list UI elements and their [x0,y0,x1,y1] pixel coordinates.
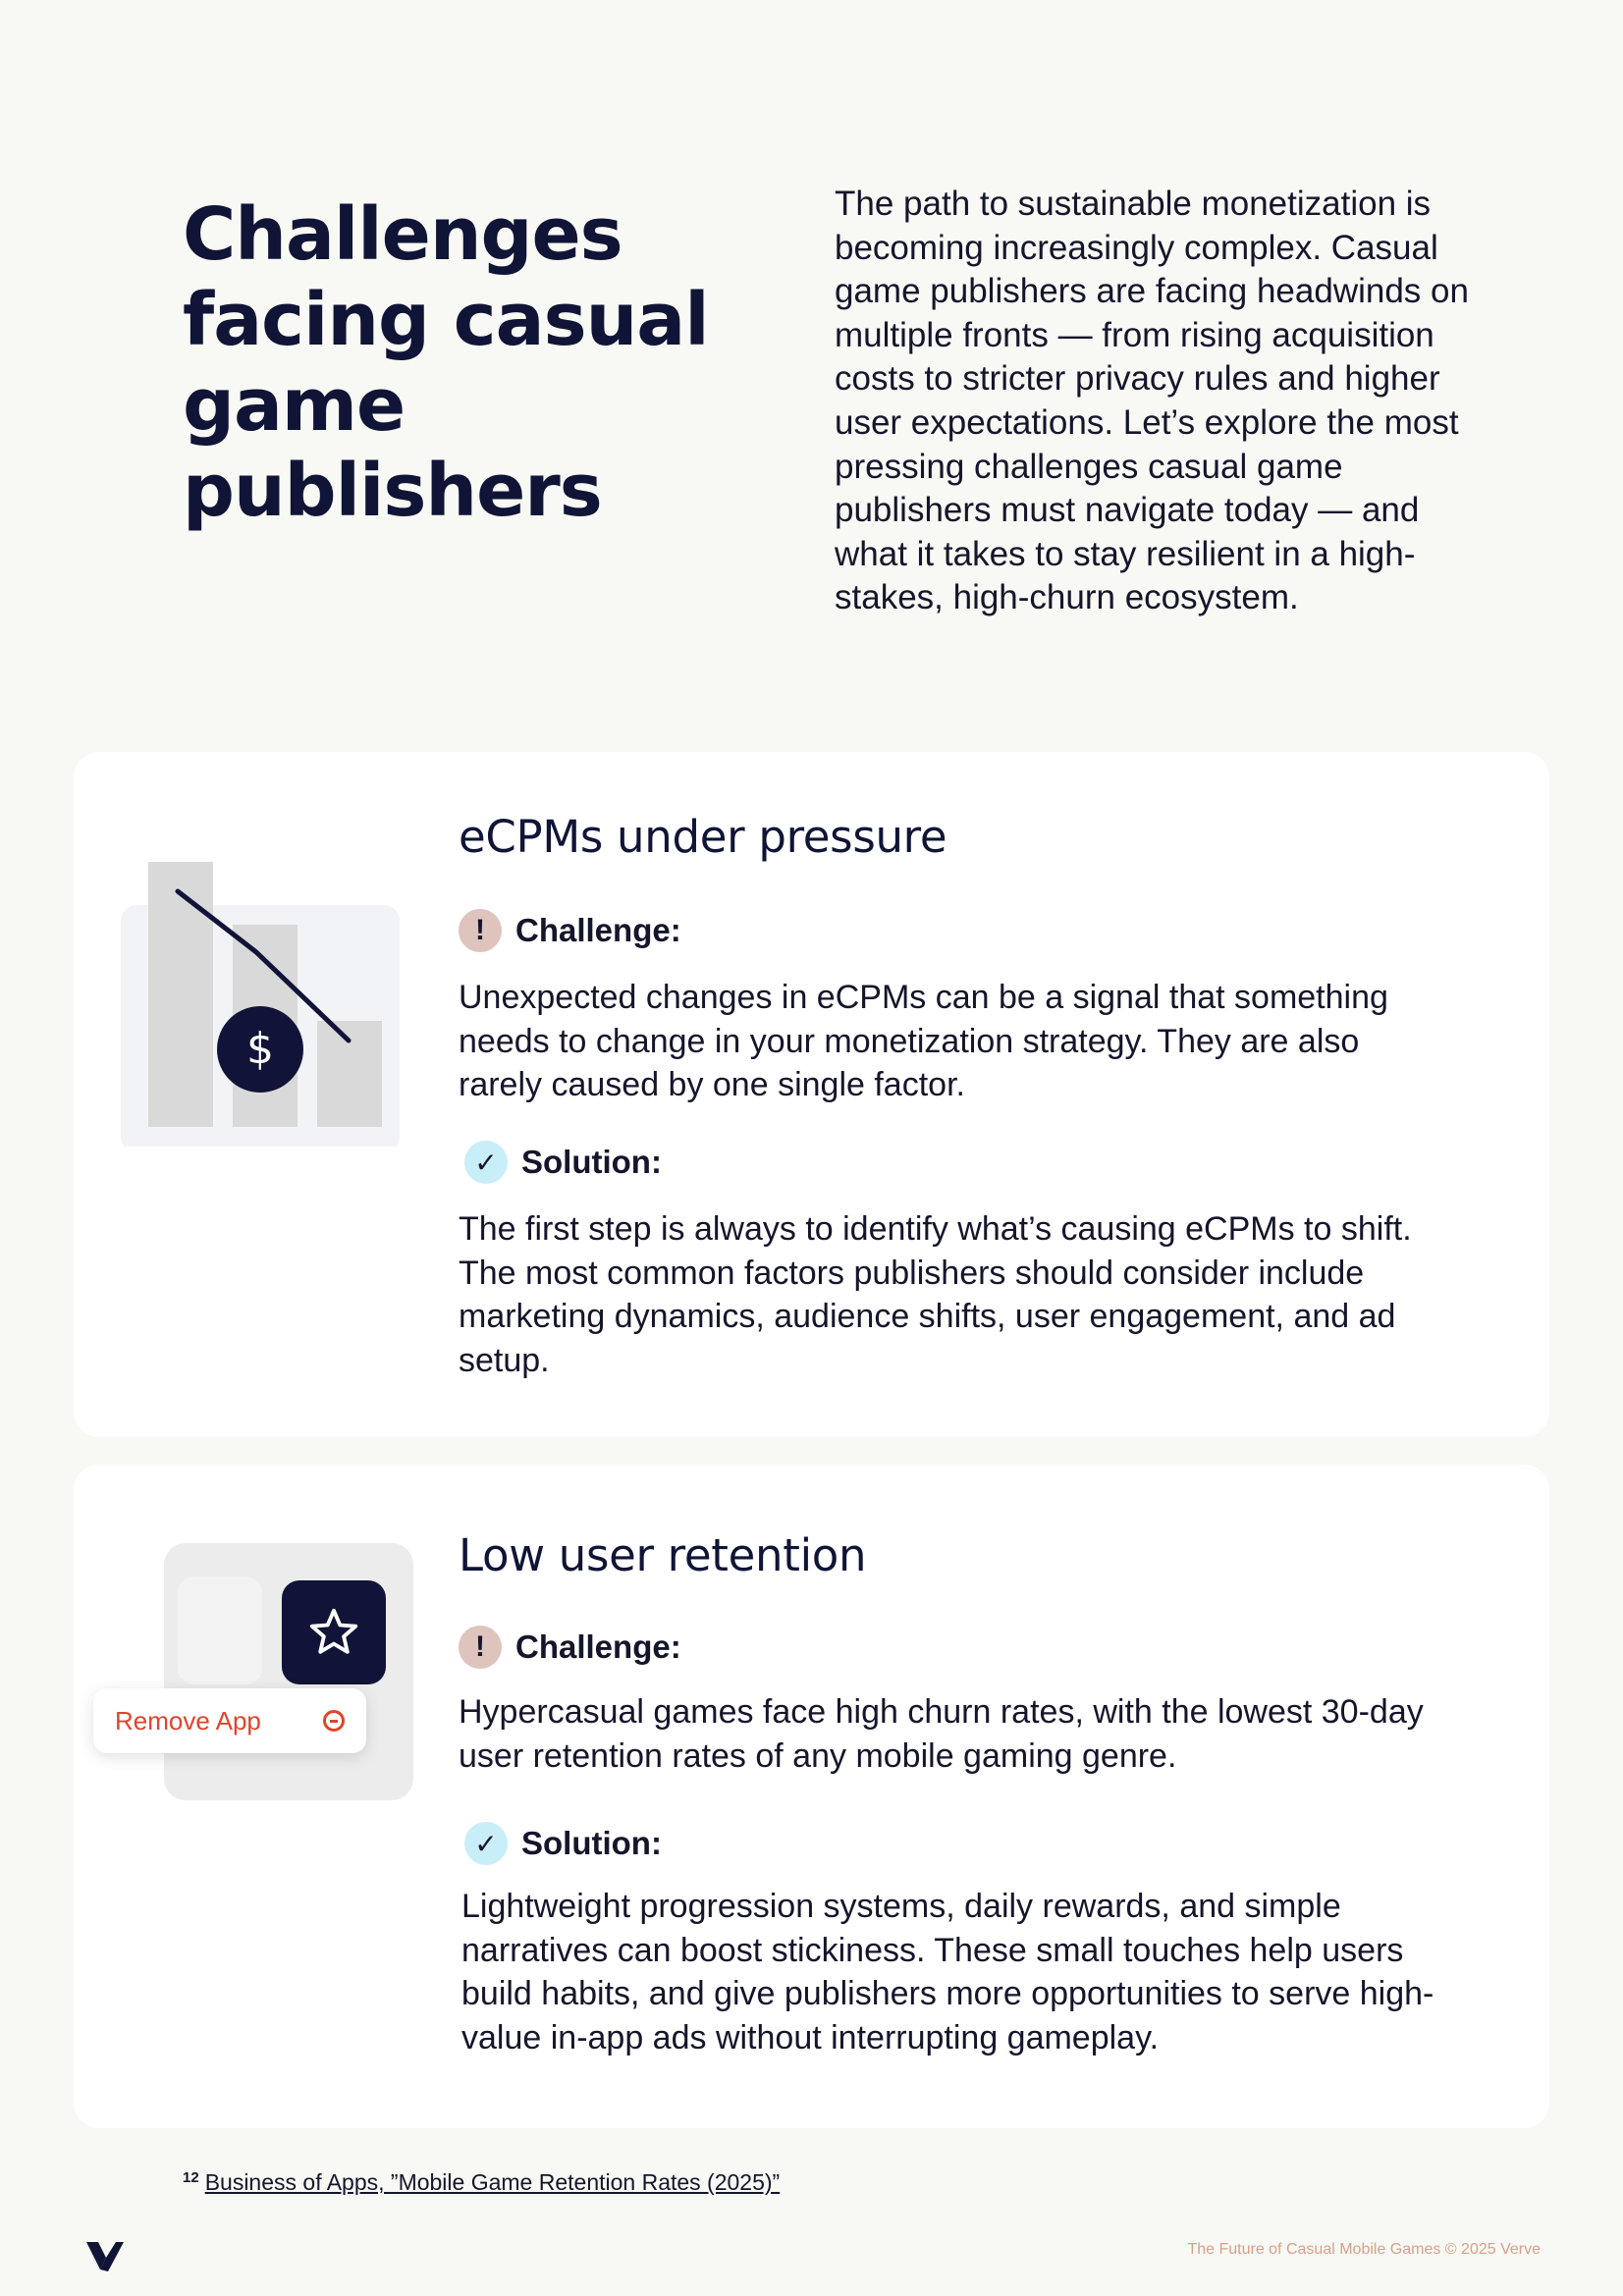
warning-icon: ! [459,909,502,952]
card-title-ecpm: eCPMs under pressure [459,811,947,863]
challenge-label-row [459,1626,681,1669]
footnote [183,2169,780,2196]
ecpm-decline-chart-illustration [121,862,406,1147]
remove-app-illustration [93,1543,447,1818]
app-tile [282,1580,386,1684]
intro-paragraph: The path to sustainable monetization is becoming increasingly complex. Casual game publishers are facing headwinds on multiple fronts — from rising acquisition costs to stricter privacy rules and higher user expectations. Let’s explore the most pressing challenges casual game publishers must navigate today — and what it takes to stay resilient in a high-stakes, high-churn ecosystem. [835,185,1469,617]
challenge-label-row [459,909,681,952]
star-icon [305,1604,362,1661]
solution-label: Solution: [521,1825,662,1861]
check-icon: ✓ [464,1141,508,1184]
challenge-text: Hypercasual games face high churn rates, with the lowest 30-day user retention rates of any mobile gaming genre. [459,1693,1424,1775]
warning-icon: ! [459,1626,502,1669]
page-footer: The Future of Casual Mobile Games © 2025 Verve [1187,2241,1541,2258]
solution-text: Lightweight progression systems, daily rewards, and simple narratives can boost stickiness. These small touches help users build habits, and give publishers more opportunities to serve high-value in-app ads without interrupting gameplay. [461,1888,1434,2056]
footnote-link[interactable]: Business of Apps, ”Mobile Game Retention Rates (2025)” [204,2169,781,2195]
challenge-card-retention [74,1465,1549,2128]
solution-label-row [464,1822,662,1865]
challenge-text: Unexpected changes in eCPMs can be a signal that something needs to change in your monetization strategy. They are also rarely caused by one single factor. [459,979,1388,1104]
app-placeholder [178,1576,262,1684]
dollar-icon: $ [246,1024,274,1074]
check-icon: ✓ [464,1822,508,1865]
solution-label: Solution: [521,1144,662,1180]
challenge-card-ecpm [74,752,1549,1437]
page-title: Challenges facing casual game publishers [183,192,709,533]
remove-app-label: Remove App [115,1705,261,1735]
challenge-label: Challenge: [515,912,681,948]
remove-circle-icon [323,1710,345,1732]
solution-label-row [464,1141,662,1184]
verve-logo-icon [86,2240,124,2273]
challenge-label: Challenge: [515,1629,681,1665]
solution-text: The first step is always to identify what’s causing eCPMs to shift. The most common factors publishers should consider include marketing dynamics, audience shifts, user engagement, and ad setup. [459,1210,1412,1379]
card-title-retention: Low user retention [459,1529,867,1581]
footnote-number: 12 [183,2169,199,2186]
remove-app-menu-item [93,1688,366,1753]
